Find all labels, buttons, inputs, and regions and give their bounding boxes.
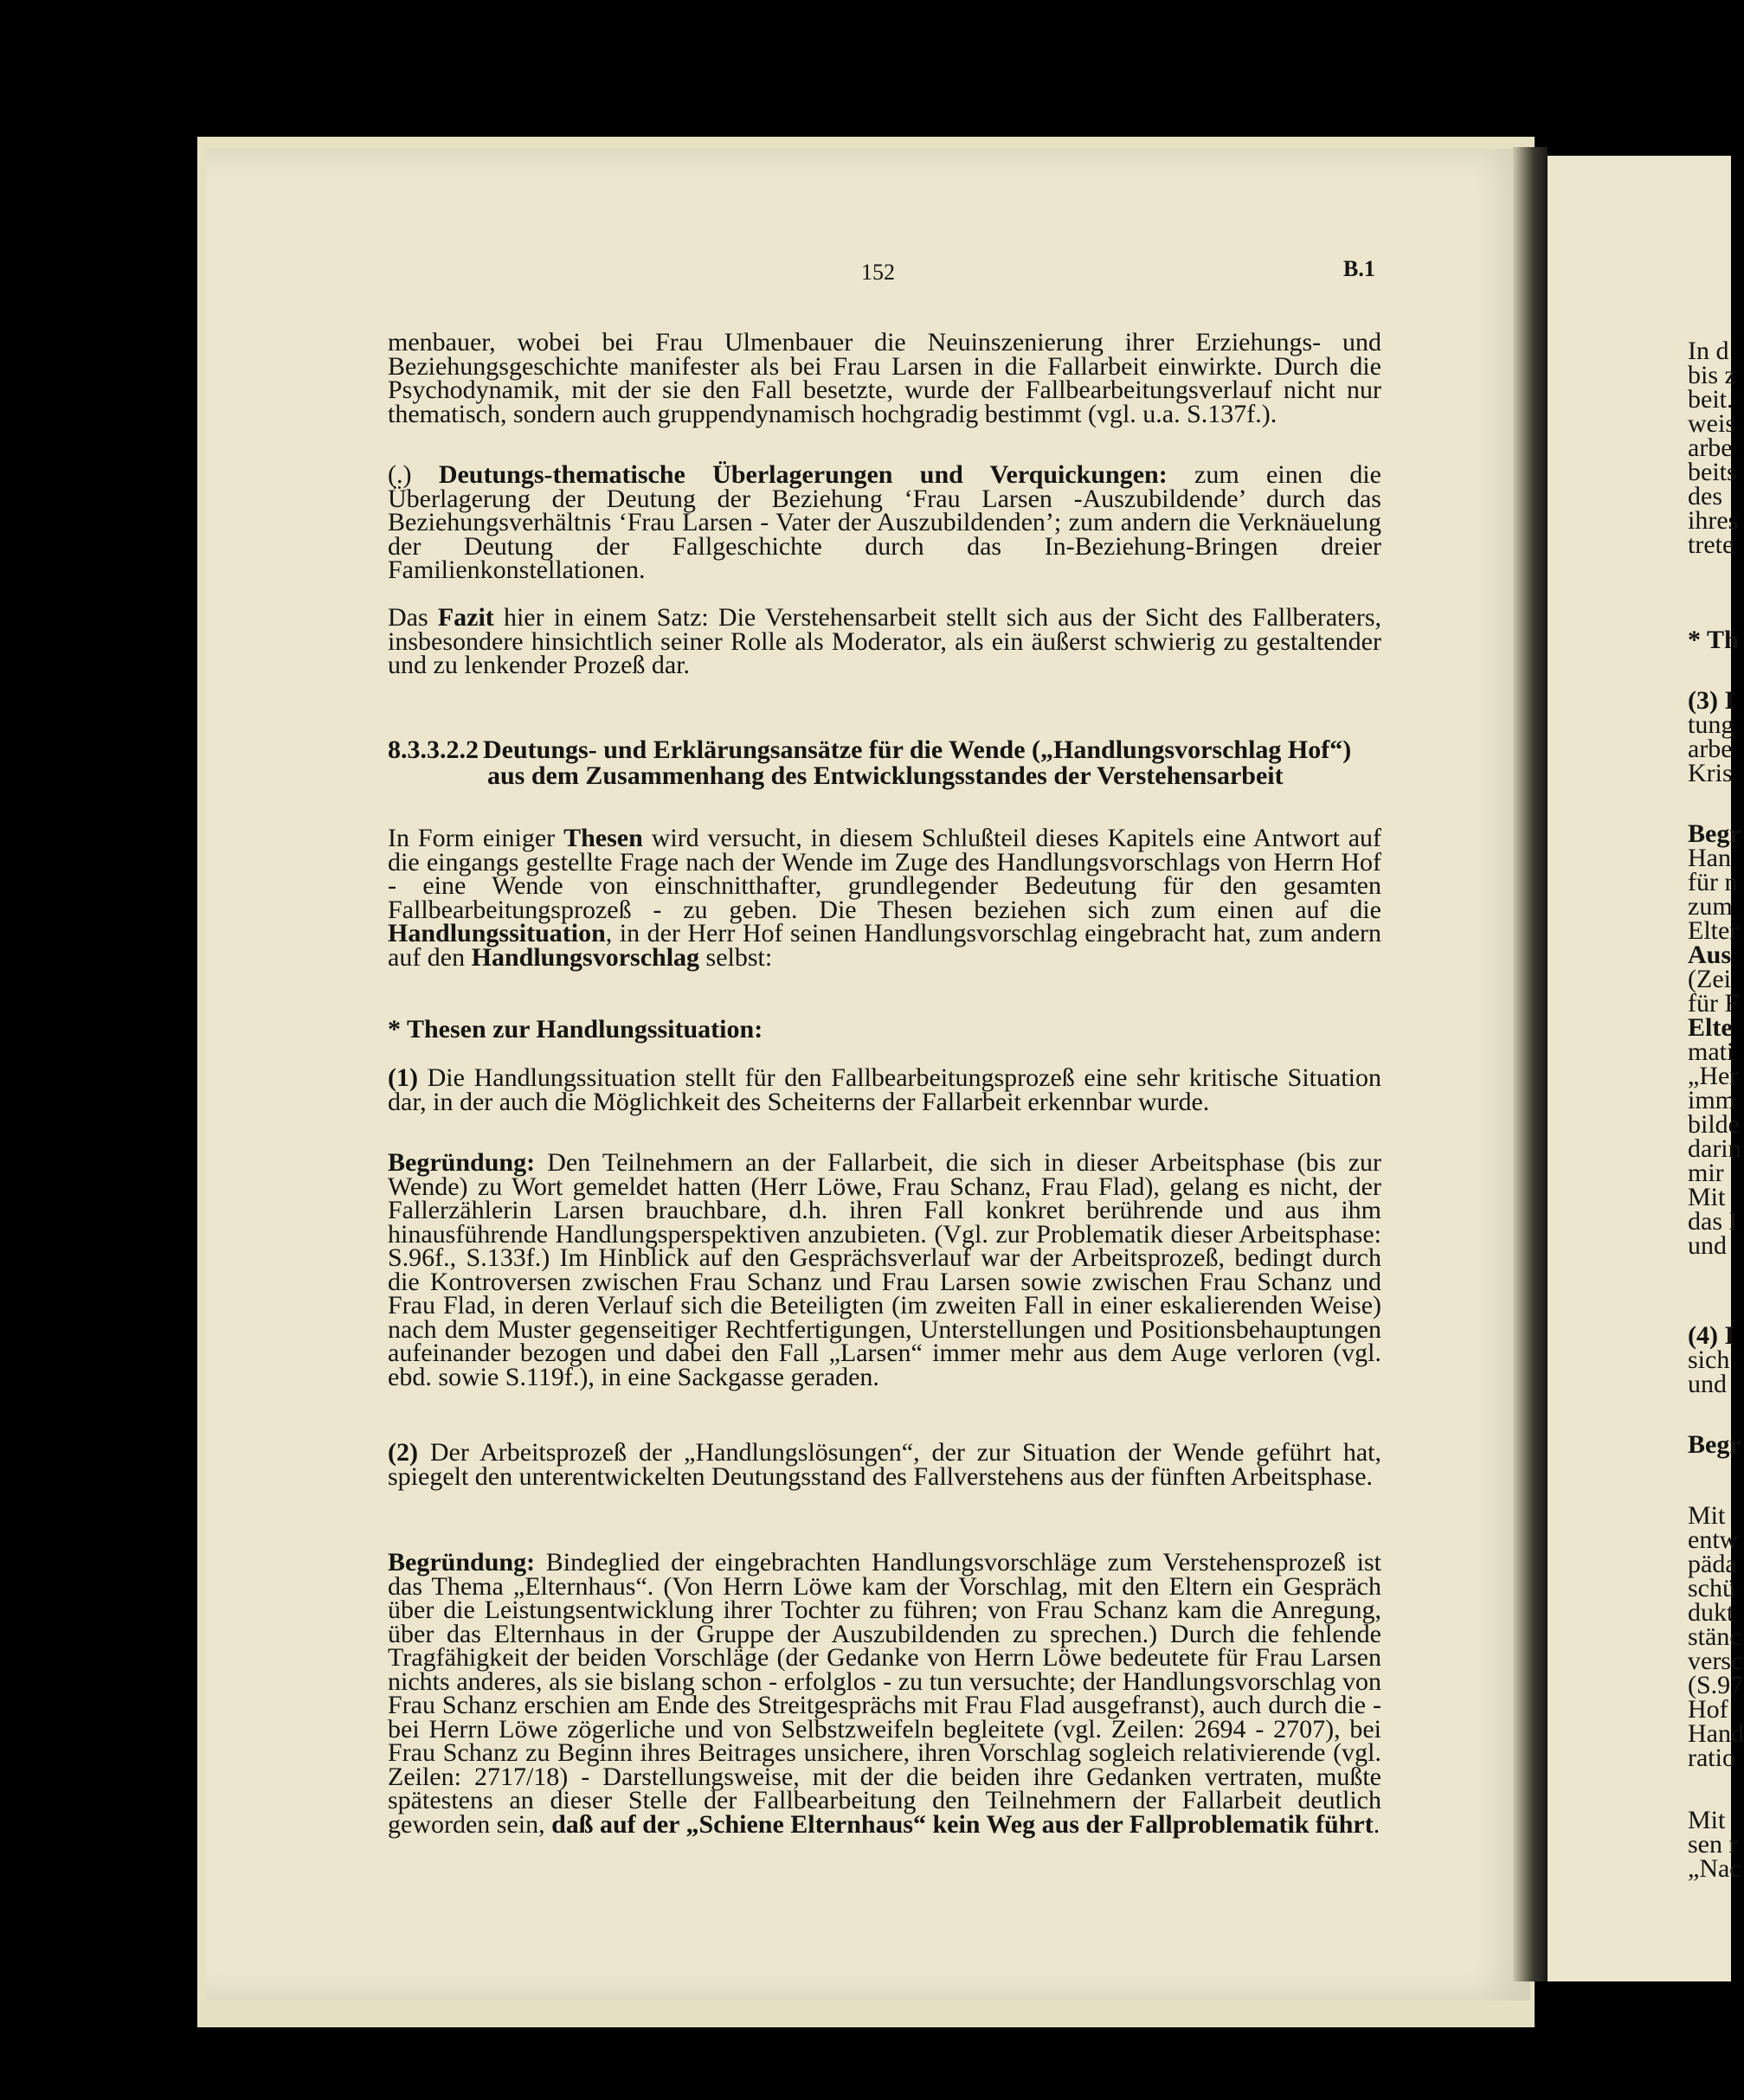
justification-1 xyxy=(388,1148,1381,1391)
right-page-line: weis xyxy=(1688,409,1735,438)
right-page-line: Begr xyxy=(1688,1430,1741,1459)
paragraph-3-text: hier in einem Satz: Die Verstehensarbeit stellt sich aus der Sicht des Fallberaters, insbesondere hinsichtlich seiner Rolle als Moderator, als ein äußerst schwierig zu gestaltender und zu lenkender Prozeß dar. xyxy=(388,603,1381,679)
thesis-2-text: Der Arbeitsprozeß der „Handlungslösungen“, der zur Situation der Wende geführt hat, spiegelt den unterentwickelten Deutungsstand des Fallverstehens aus der fünften Arbeitsphase. xyxy=(388,1438,1381,1491)
right-page-line: beits xyxy=(1688,458,1737,486)
right-page-line: Han xyxy=(1688,844,1731,872)
right-page-line: päda xyxy=(1688,1550,1737,1578)
right-page-line: Mit xyxy=(1688,1806,1726,1834)
justification-1-label: Begründung: xyxy=(388,1148,536,1177)
right-page-line: zum xyxy=(1688,892,1733,921)
justification-2-text: Bindeglied der eingebrachten Handlungsvorschläge zum Verstehensprozeß ist das Thema „Elternhaus“. (Von Herrn Löwe kam der Vorschlag, mit den Eltern ein Gespräch über die Leistungsentwicklung ihrer Tochter zu führen; von Frau Schanz kam die Anregung, über das Elternhaus in der Gruppe der Auszubildenden zu sprechen.) Durch die fehlende Tragfähigkeit der beiden Vorschläge (der Gedanke von Herrn Löwe bedeutete für Frau Larsen nichts anderes, als sie bislang schon - erfolglos - zu tun versuchte; der Handlungsvorschlag von Frau Schanz erschien am Ende des Streitgesprächs mit Frau Flad ausgefranst), auch durch die - bei Herrn Löwe zögerliche und von Selbstzweifeln begleitete (vgl. Zeilen: 2694 - 2707), bei Frau Schanz zu Beginn ihres Beitrages unsichere, ihren Vorschlag sogleich relativierende (vgl. Zeilen: 2717/18) - Darstellungsweise, mit der die beiden ihre Gedanken vertraten, mußte spätestens an dieser Stelle der Fallbearbeitung den Teilnehmern der Fallarbeit deutlich geworden sein, xyxy=(388,1548,1381,1839)
right-page-line: für n xyxy=(1688,868,1738,896)
right-page-line: für F xyxy=(1688,989,1740,1018)
right-page-line: Hof xyxy=(1688,1695,1728,1724)
page-number: 152 xyxy=(861,260,895,285)
section-heading xyxy=(388,737,1392,789)
right-page-line: dukt xyxy=(1688,1598,1734,1627)
right-page-line: ihres xyxy=(1688,506,1739,535)
justification-2-bold-end: daß auf der „Schiene Elternhaus“ kein Weg aus der Fallproblematik führt xyxy=(551,1809,1374,1839)
p4-part-a: In Form einiger xyxy=(388,824,564,852)
right-page-line: „Her xyxy=(1688,1062,1739,1090)
thesis-2-number: (2) xyxy=(388,1438,418,1467)
paragraph-2 xyxy=(388,460,1381,584)
right-page-line: arbe xyxy=(1688,433,1733,462)
right-page-line: und xyxy=(1688,1370,1727,1398)
right-page-line: bilde xyxy=(1688,1110,1740,1139)
right-page-line: Kris xyxy=(1688,759,1733,787)
p4-part-d: selbst: xyxy=(699,942,773,972)
section-title-line-2: aus dem Zusammenhang des Entwicklungsstandes der Verstehensarbeit xyxy=(487,761,1284,790)
right-page-line: bis z xyxy=(1688,361,1736,389)
right-page-line: mir xyxy=(1688,1159,1724,1187)
justification-2-end: . xyxy=(1373,1809,1380,1839)
thesis-1-number: (1) xyxy=(388,1063,418,1092)
right-page-line: „Nac xyxy=(1688,1854,1741,1883)
right-page-line: sich xyxy=(1688,1345,1730,1374)
right-page-line: trete xyxy=(1688,530,1734,559)
right-page-line: ratio xyxy=(1688,1744,1735,1772)
right-page-line: Mit xyxy=(1688,1501,1726,1530)
p4-bold-3: Handlungsvorschlag xyxy=(471,942,700,972)
thesis-1 xyxy=(388,1063,1381,1116)
section-code: B.1 xyxy=(1343,256,1375,281)
paragraph-3 xyxy=(388,603,1381,679)
right-page-line: schü xyxy=(1688,1574,1735,1602)
justification-2 xyxy=(388,1548,1381,1839)
p4-bold-2: Handlungssituation xyxy=(388,919,606,947)
right-page-line: sen r xyxy=(1688,1830,1738,1859)
right-page-line: (3) I xyxy=(1688,686,1735,715)
right-page-line: * Th xyxy=(1688,626,1739,654)
right-page-line: Aus xyxy=(1688,941,1732,969)
right-page-line: (4) I xyxy=(1688,1321,1735,1350)
p4-bold-1: Thesen xyxy=(563,824,643,852)
paragraph-1: menbauer, wobei bei Frau Ulmenbauer die Neuinszenierung ihrer Erziehungs- und Beziehungsgeschichte manifester als bei Frau Larsen in die Fallarbeit einwirkte. Durch die Psychodynamik, mit der sie den Fall besetzte, wurde der Fallbearbeitungsverlauf nicht nur thematisch, sondern auch gruppendynamisch hochgradig bestimmt (vgl. u.a. S.137f.). xyxy=(388,328,1381,428)
paragraph-3-start: Das xyxy=(388,603,438,632)
right-page-line: Elte xyxy=(1688,1013,1733,1042)
right-page-line: des xyxy=(1688,482,1722,511)
p4-part-c: , in der Herr Hof seinen Handlungsvorschlag eingebracht hat, zum andern auf den xyxy=(388,919,1381,972)
justification-1-text: Den Teilnehmern an der Fallarbeit, die sich in dieser Arbeitsphase (bis zur Wende) zu Wort gemeldet hatten (Herr Löwe, Frau Schanz, Frau Flad), gelang es nicht, der Fallerzählerin Larsen brauchbare, d.h. ihren Fall konkret berührende und aus ihm hinausführende Handlungsperspektiven anzubieten. (Vgl. zur Problematik dieser Arbeitsphase: S.96f., S.133f.) Im Hinblick auf den Gesprächsverlauf war der Arbeitsprozeß, bedingt durch die Kontroversen zwischen Frau Schanz und Frau Larsen sowie zwischen Frau Schanz und Frau Flad, in deren Verlauf sich die Beteiligten (im zweiten Fall in einer eskalierenden Weise) nach dem Muster gegenseitiger Rechtfertigungen, Unterstellungen und Positionsbehauptungen aufeinander bezogen und dabei den Fall „Larsen“ immer mehr aus dem Auge verloren (vgl. ebd. sowie S.119f.), in eine Sackgasse geraden. xyxy=(388,1148,1381,1391)
justification-2-label: Begründung: xyxy=(388,1548,536,1577)
p4-part-b: wird versucht, in diesem Schlußteil dieses Kapitels eine Antwort auf die eingangs gestellte Frage nach der Wende im Zuge des Handlungsvorschlags von Herrn Hof - eine Wende von einschnitthafter, grundlegender Bedeutung für den gesamten Fallbearbeitungsprozeß - zu geben. Die Thesen beziehen sich zum einen auf die xyxy=(388,824,1382,924)
right-page-line: mati xyxy=(1688,1037,1734,1066)
paragraph-2-marker: (.) xyxy=(388,460,439,489)
right-page-line: (Zei xyxy=(1688,965,1731,993)
right-page-line: versc xyxy=(1688,1647,1743,1675)
paragraph-2-text: zum einen die Überlagerung der Deutung der Beziehung ‘Frau Larsen -Auszubildende’ durch das Beziehungsverhältnis ‘Frau Larsen - Vater der Auszubildenden’; zum andern die Verknäuelung der Deutung der Fallgeschichte durch das In-Beziehung-Bringen dreier Familienkonstellationen. xyxy=(388,460,1381,584)
right-page-line: (S.97 xyxy=(1688,1671,1744,1699)
right-page-line: In d xyxy=(1688,337,1729,365)
subheading: * Thesen zur Handlungssituation: xyxy=(388,1015,763,1044)
paragraph-3-bold: Fazit xyxy=(437,603,494,632)
right-page-line: darin xyxy=(1688,1134,1741,1163)
right-page-line: tung xyxy=(1688,710,1734,739)
right-page-line: entw xyxy=(1688,1525,1739,1554)
right-page-line: Elter xyxy=(1688,916,1739,945)
section-number: 8.3.3.2.2 xyxy=(388,735,479,764)
right-page-line: das I xyxy=(1688,1207,1738,1236)
right-page-line: beit. xyxy=(1688,385,1734,414)
thesis-1-text: Die Handlungssituation stellt für den Fallbearbeitungsprozeß eine sehr kritische Situation dar, in der auch die Möglichkeit des Scheiterns der Fallarbeit erkennbar wurde. xyxy=(388,1063,1381,1116)
paragraph-4 xyxy=(388,824,1382,972)
right-page-line: imm xyxy=(1688,1086,1736,1114)
right-page-line: stänc xyxy=(1688,1622,1741,1651)
right-page-line: und xyxy=(1688,1231,1727,1260)
thesis-2 xyxy=(388,1438,1381,1491)
right-page-line: arbe xyxy=(1688,735,1733,763)
right-page-line: Begr xyxy=(1688,819,1741,848)
book-gutter xyxy=(1513,147,1548,1981)
right-page-line: Mit xyxy=(1688,1183,1726,1211)
section-title-line-1: Deutungs- und Erklärungsansätze für die Wende („Handlungsvorschlag Hof“) xyxy=(483,735,1352,764)
right-page-line: Hand xyxy=(1688,1719,1744,1748)
paragraph-2-bold: Deutungs-thematische Überlagerungen und Verquickungen: xyxy=(438,460,1168,489)
